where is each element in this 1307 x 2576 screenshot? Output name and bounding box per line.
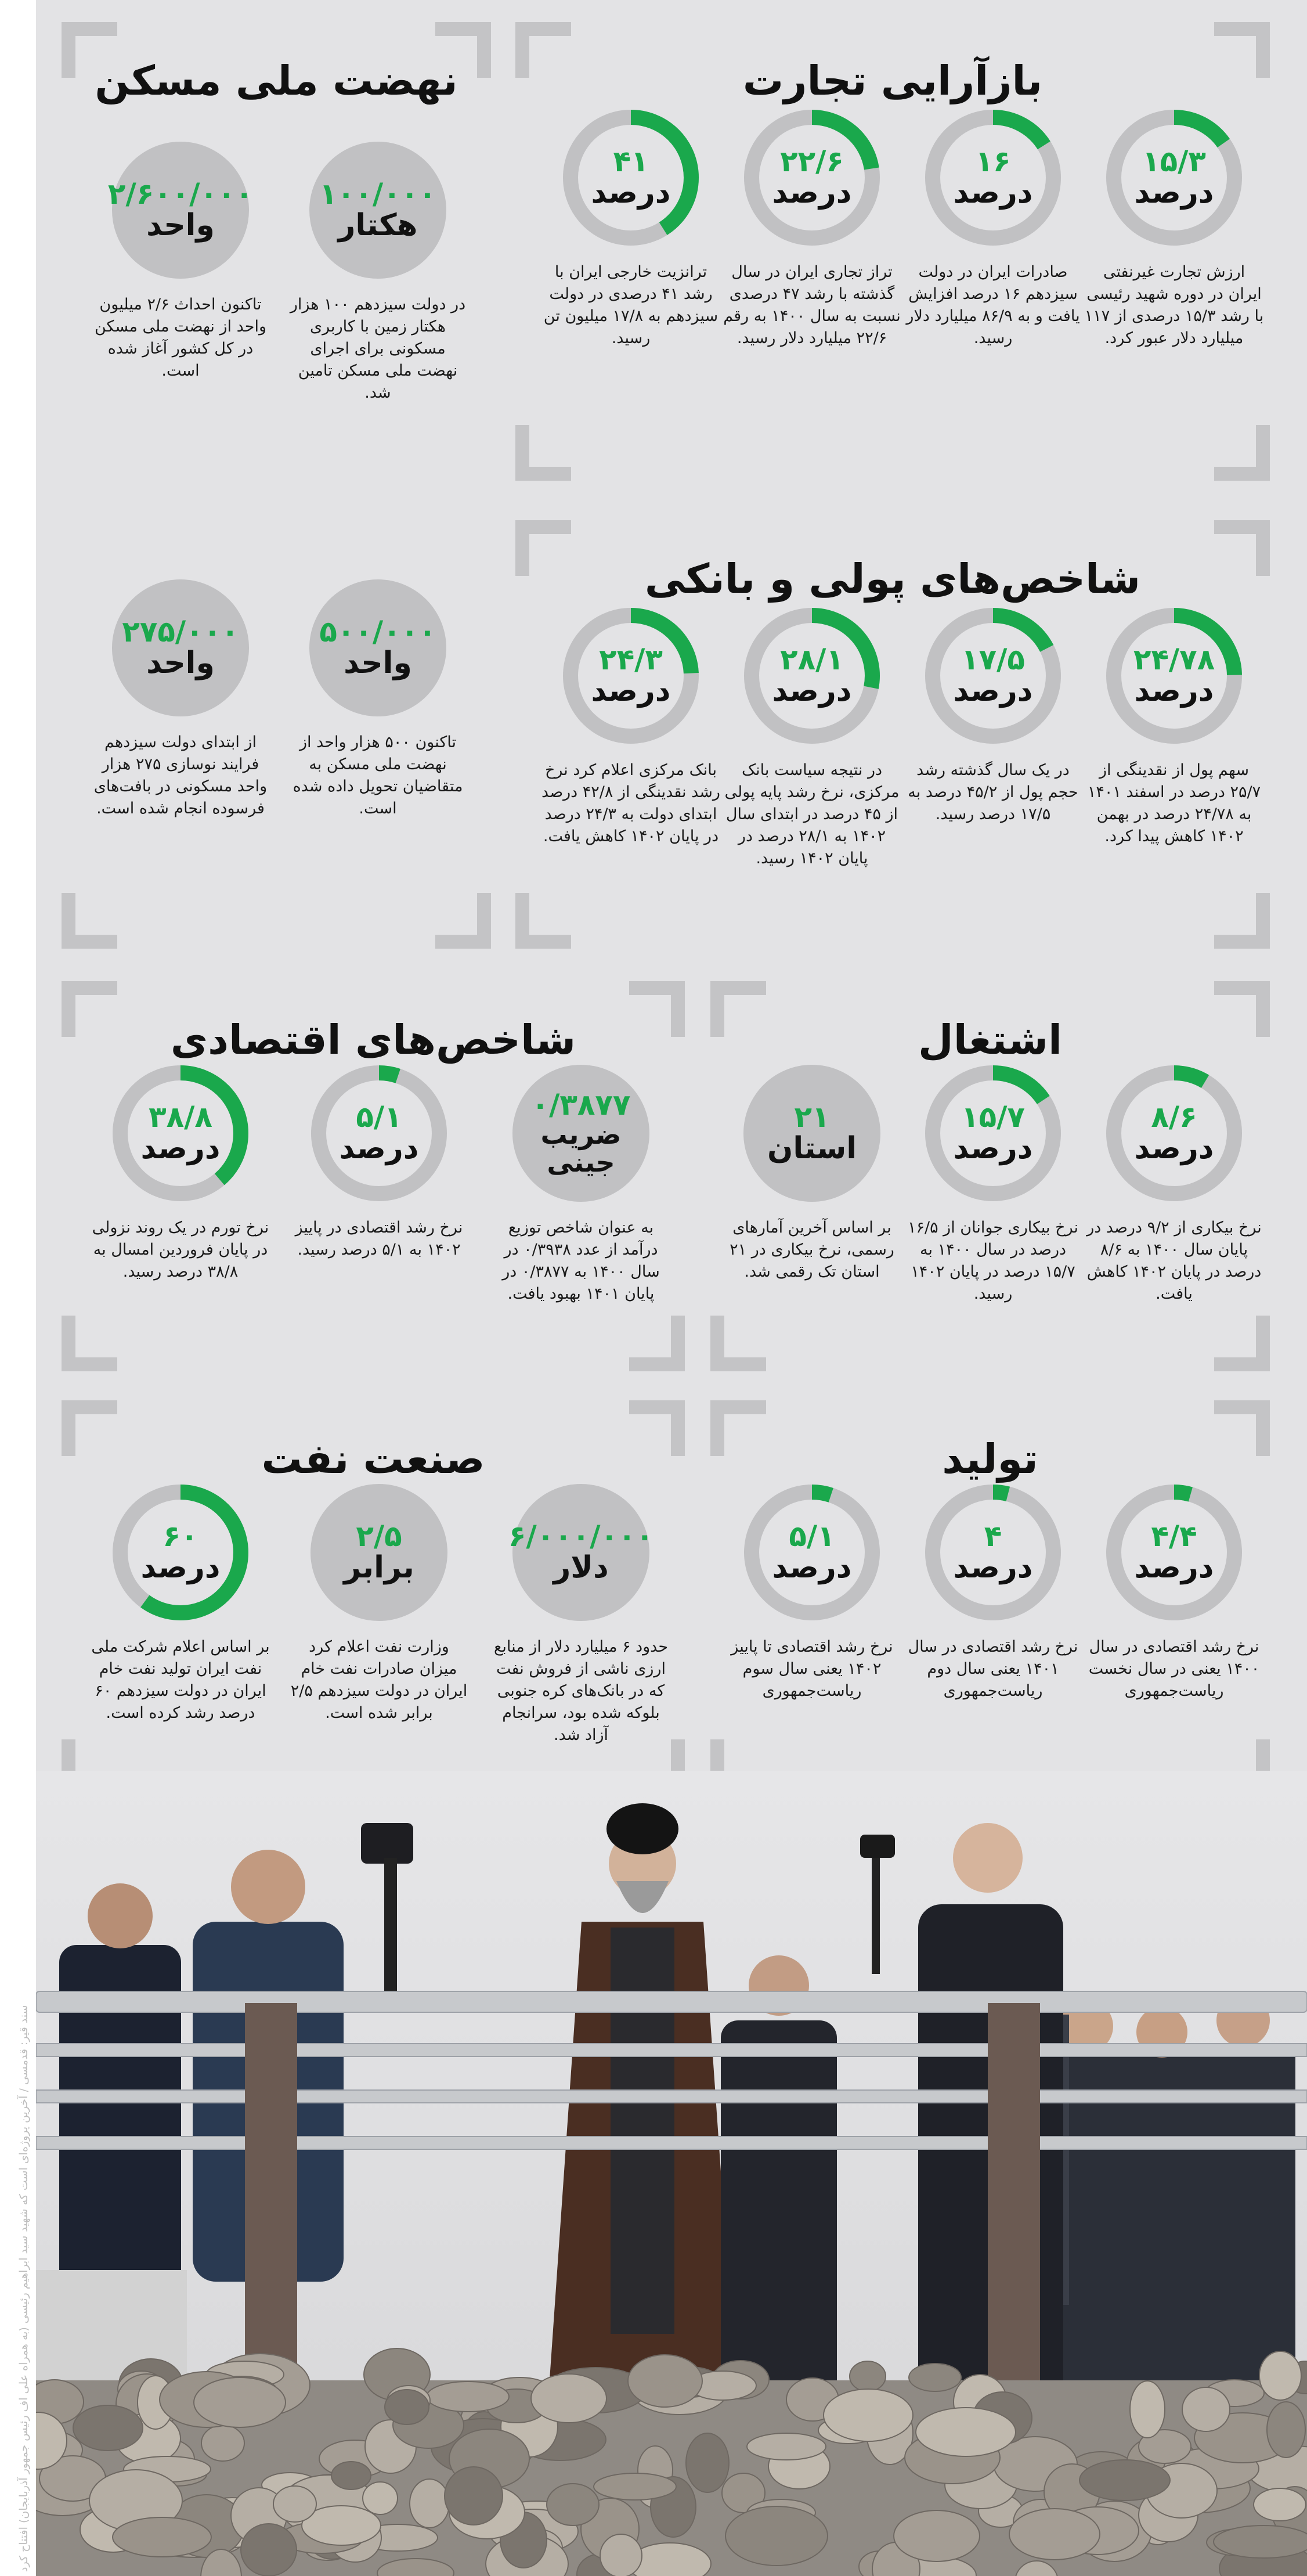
rock — [1079, 2460, 1170, 2501]
panel-production — [710, 1400, 1270, 1795]
stat-description: حدود ۶ میلیارد دلار از منابع ارزی ناشی از فروش نفت که در بانک‌های کره جنوبی بلوکه شده بود، سرانجام آزاد شد. — [493, 1638, 669, 1744]
rock — [628, 2355, 702, 2407]
panel-economic — [62, 981, 685, 1371]
rock — [1254, 2488, 1306, 2521]
rock — [241, 2524, 297, 2576]
rock — [594, 2473, 676, 2500]
rock — [73, 2405, 143, 2451]
corner-bracket — [629, 1316, 685, 1371]
photo-illustration — [36, 1771, 1307, 2576]
corner-bracket — [515, 425, 571, 481]
rock — [850, 2361, 886, 2391]
stat-description: از ابتدای دولت سیزدهم فرایند نوسازی ۲۷۵ هزار واحد مسکونی در بافت‌های فرسوده انجام شده است. — [93, 733, 268, 817]
stat-description: نرخ رشد اقتصادی تا پاییز ۱۴۰۲ یعنی سال سوم ریاست‌جمهوری — [731, 1638, 893, 1700]
corner-bracket — [1214, 893, 1270, 949]
ceremony-photo — [36, 1771, 1307, 2576]
stat-unit: دلار — [553, 1550, 609, 1585]
stat-unit: واحد — [146, 645, 215, 680]
stat-unit: درصد — [591, 673, 671, 708]
stat-unit: درصد — [772, 673, 852, 708]
stat-unit: درصد — [339, 1130, 419, 1166]
rock — [410, 2479, 449, 2528]
panel-title: شاخص‌های پولی و بانکی — [644, 555, 1141, 603]
stat-description: نرخ رشد اقتصادی در سال ۱۴۰۰ یعنی در سال نخست ریاست‌جمهوری — [1088, 1638, 1260, 1700]
rock — [531, 2374, 606, 2423]
stat-description: به عنوان شاخص توزیع درآمد از عدد ۰/۳۹۳۸ در سال ۱۴۰۰ به ۰/۳۸۷۷ در پایان ۱۴۰۱ بهبود یافت. — [502, 1219, 660, 1303]
corner-bracket — [1214, 1316, 1270, 1371]
stat-description: بانک مرکزی اعلام کرد نرخ رشد نقدینگی از ۴۲/۸ درصد ابتدای دولت به ۲۴/۳ درصد در پایان ۱۴۰۲ کاهش یافت. — [541, 761, 720, 845]
stat-value: ۲۸/۱ — [780, 643, 844, 677]
stat-value: ۲۲/۶ — [780, 145, 844, 179]
panel-monetary — [515, 520, 1270, 949]
stat-description: در دولت سیزدهم ۱۰۰ هزار هکتار زمین با کاربری مسکونی برای اجرای نهضت ملی مسکن تامین شد. — [290, 296, 466, 402]
stat-value: ۵/۱ — [356, 1100, 402, 1134]
rock — [600, 2534, 642, 2576]
rock — [1259, 2351, 1301, 2400]
rock — [445, 2467, 503, 2525]
stat-unit: واحد — [344, 645, 412, 680]
rock — [363, 2482, 398, 2514]
stat-value: ۱۵/۷ — [961, 1100, 1025, 1134]
stat-value: ۵۰۰/۰۰۰ — [319, 615, 436, 649]
rock — [113, 2517, 211, 2557]
rock — [909, 2364, 961, 2391]
stat-description: وزارت نفت اعلام کرد میزان صادرات نفت خام ایران در دولت سیزدهم ۲/۵ برابر شده است. — [290, 1638, 468, 1722]
stat-unit: ضریب جینی — [540, 1118, 622, 1179]
rock — [385, 2390, 429, 2424]
rock — [686, 2433, 729, 2492]
corner-bracket — [62, 893, 117, 949]
rock — [747, 2433, 826, 2460]
rock — [916, 2408, 1016, 2456]
stat-value: ۵/۱ — [789, 1519, 835, 1554]
photo-caption — [5, 1904, 30, 2572]
stat-value: ۲/۶۰۰/۰۰۰ — [107, 177, 254, 211]
corner-bracket — [710, 1316, 766, 1371]
rock — [273, 2486, 316, 2522]
rock — [331, 2462, 371, 2489]
stat-description: نرخ تورم در یک روند نزولی در پایان فروردین امسال به ۳۸/۸ درصد رسید. — [92, 1219, 269, 1281]
stat-description: نرخ بیکاری از ۹/۲ درصد در پایان سال ۱۴۰۰ به ۸/۶ درصد در پایان ۱۴۰۲ کاهش یافت. — [1086, 1219, 1262, 1303]
corner-bracket — [62, 1316, 117, 1371]
stat-description: نرخ بیکاری جوانان از ۱۶/۵ درصد در سال ۱۴۰۰ به ۱۵/۷ درصد در پایان ۱۴۰۲ رسید. — [907, 1219, 1078, 1303]
stat-unit: واحد — [146, 207, 215, 243]
stat-value: ۱۶ — [975, 145, 1011, 179]
stat-unit: درصد — [953, 1130, 1033, 1166]
corner-bracket — [1214, 425, 1270, 481]
stat-description: سهم پول از نقدینگی از ۲۵/۷ درصد در اسفند ۱۴۰۱ به ۲۴/۷۸ درصد در بهمن ۱۴۰۲ کاهش پیدا کرد. — [1087, 761, 1261, 845]
corner-bracket — [515, 893, 571, 949]
panel-oil — [62, 1400, 685, 1795]
stat-description: نرخ رشد اقتصادی در پاییز ۱۴۰۲ به ۵/۱ درصد رسید. — [295, 1219, 463, 1259]
stat-unit: برابر — [344, 1550, 414, 1585]
stat-value: ۶/۰۰۰/۰۰۰ — [508, 1519, 654, 1554]
rock — [194, 2377, 286, 2427]
rock — [427, 2382, 509, 2412]
stat-value: ۲/۵ — [356, 1519, 402, 1554]
side-note-text: سند قیر: قدمسی / آخرین پروژه‌ای است که شهید سید ابراهیم رئیسی (به همراه علی اف رئیس جمهور آذربایجان) افتتاح کرد — [17, 2005, 30, 2572]
corner-bracket — [435, 893, 491, 949]
rock — [201, 2425, 244, 2461]
rock — [1214, 2525, 1307, 2558]
stat-unit: درصد — [1134, 673, 1214, 708]
stat-value: ۸/۶ — [1151, 1100, 1197, 1134]
stat-value: ۱۰۰/۰۰۰ — [319, 177, 436, 211]
stat-value: ۳۸/۸ — [149, 1100, 212, 1134]
stat-description: تاکنون احداث ۲/۶ میلیون واحد از نهضت ملی مسکن در کل کشور آغاز شده است. — [94, 296, 267, 380]
stat-description: ترانزیت خارجی ایران با رشد ۴۱ درصدی در دولت سیزدهم به ۱۷/۸ میلیون تن رسید. — [543, 263, 719, 347]
stat-unit: استان — [767, 1130, 857, 1166]
panel-title: اشتغال — [918, 1016, 1062, 1064]
rock — [824, 2389, 913, 2441]
panel-title: شاخص‌های اقتصادی — [170, 1016, 576, 1064]
panel-title: نهضت ملی مسکن — [95, 57, 458, 105]
stat-value: ۴۱ — [613, 145, 649, 179]
stat-description: صادرات ایران در دولت سیزدهم ۱۶ درصد افزایش یافت و به ۸۶/۹ میلیارد دلار رسید. — [906, 263, 1080, 347]
stat-description: تراز تجاری ایران در سال گذشته با رشد ۴۷ درصدی نسبت به سال ۱۴۰۰ به رقم ۲۲/۶ میلیارد دلار رسید. — [723, 263, 901, 347]
panel-housing — [62, 22, 491, 949]
stat-unit: درصد — [772, 175, 852, 210]
stat-unit: هکتار — [338, 207, 418, 243]
rock — [1130, 2381, 1165, 2438]
stat-unit: درصد — [772, 1550, 852, 1585]
stat-value: ۱۷/۵ — [961, 643, 1025, 677]
rock — [725, 2506, 828, 2566]
stat-value: ۲۴/۷۸ — [1133, 643, 1215, 677]
panel-title: تولید — [942, 1435, 1038, 1483]
stat-value: ۰/۳۸۷۷ — [531, 1088, 631, 1122]
panel-employment — [710, 981, 1270, 1371]
stat-value: ۲۴/۳ — [599, 643, 663, 677]
infographic-canvas — [36, 0, 1307, 2576]
stat-unit: درصد — [1134, 1550, 1214, 1585]
stat-description: تاکنون ۵۰۰ هزار واحد از نهضت ملی مسکن به متقاضیان تحویل داده شده است. — [293, 733, 463, 817]
stat-unit: درصد — [591, 175, 671, 210]
stat-value: ۱۵/۳ — [1142, 145, 1206, 179]
stat-description: در یک سال گذشته رشد حجم پول از ۴۵/۲ درصد به ۱۷/۵ درصد رسید. — [908, 761, 1078, 823]
rock — [1009, 2509, 1100, 2560]
rock — [1267, 2402, 1305, 2458]
stat-description: نرخ رشد اقتصادی در سال ۱۴۰۱ یعنی سال دوم ریاست‌جمهوری — [908, 1638, 1078, 1700]
rock — [547, 2484, 599, 2525]
stat-value: ۴/۴ — [1151, 1519, 1197, 1554]
stat-unit: درصد — [953, 1550, 1033, 1585]
stat-description: در نتیجه سیاست بانک مرکزی، نرخ رشد پایه پولی از ۴۵ درصد در ابتدای سال ۱۴۰۲ به ۲۸/۱ درصد در پایان ۱۴۰۲ رسید. — [724, 761, 900, 867]
rock — [894, 2510, 980, 2561]
stat-unit: درصد — [953, 175, 1033, 210]
stat-description: بر اساس آخرین آمارهای رسمی، نرخ بیکاری در ۲۱ استان تک رقمی شد. — [730, 1219, 894, 1281]
stat-description: ارزش تجارت غیرنفتی ایران در دوره شهید رئیسی با رشد ۱۵/۳ درصدی از ۱۱۷ میلیارد دلار عبور کرد. — [1084, 263, 1264, 347]
stat-value: ۲۱ — [794, 1100, 830, 1134]
panel-trade — [515, 22, 1270, 481]
stat-value: ۲۷۵/۰۰۰ — [122, 615, 239, 649]
stat-value: ۴ — [984, 1519, 1002, 1554]
stat-unit: درصد — [1134, 175, 1214, 210]
panel-title: صنعت نفت — [261, 1435, 485, 1483]
stat-unit: درصد — [1134, 1130, 1214, 1166]
stat-description: بر اساس اعلام شرکت ملی نفت ایران تولید نفت خام ایران در دولت سیزدهم ۶۰ درصد رشد کرده است. — [91, 1638, 270, 1722]
stat-unit: درصد — [140, 1130, 221, 1166]
panel-title: بازآرایی تجارت — [742, 57, 1043, 105]
rock — [1182, 2387, 1230, 2431]
stat-value: ۶۰ — [163, 1519, 198, 1554]
stat-unit: درصد — [953, 673, 1033, 708]
stat-unit: درصد — [140, 1550, 221, 1585]
